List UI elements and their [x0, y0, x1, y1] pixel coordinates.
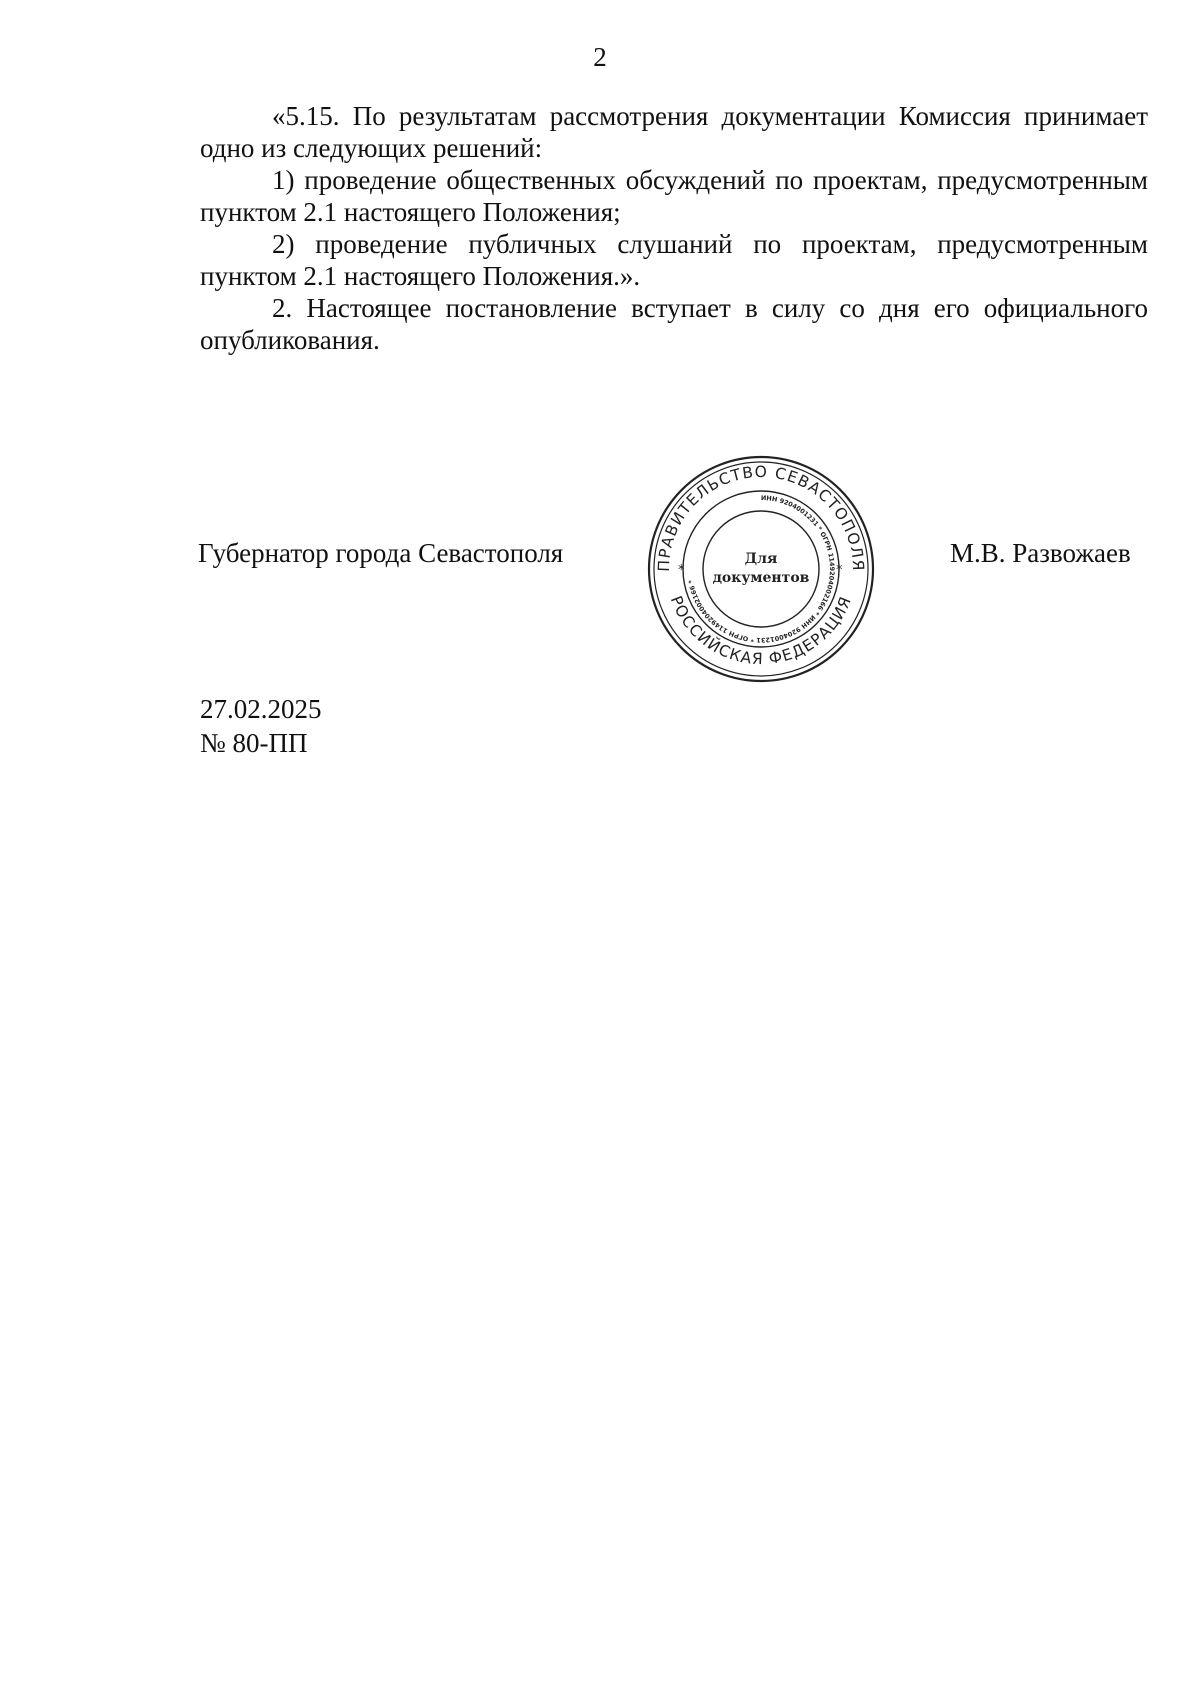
seal-star-left-icon: * — [678, 563, 685, 578]
document-date-block — [200, 692, 322, 760]
page-number: 2 — [593, 42, 607, 72]
official-seal — [644, 452, 878, 686]
seal-top-text: ПРАВИТЕЛЬСТВО СЕВАСТОПОЛЯ — [654, 462, 868, 573]
document-number: № 80-ПП — [200, 728, 308, 758]
seal-center-line1: Для — [744, 551, 778, 567]
paragraph-5-15: «5.15. По результатам рассмотрения документации Комиссия принимает одно из следующих решений: — [200, 101, 1148, 163]
svg-text:ИНН 9204001231 * ОГРН 11492040 — [687, 494, 836, 644]
signatory-name: М.В. Развожаев — [950, 538, 1131, 568]
seal-inner-text: ИНН 9204001231 * ОГРН 1149204002166 * ИНН 9204001231 * ОГРН 1149204002166 * — [686, 493, 836, 645]
document-date: 27.02.2025 — [200, 694, 322, 724]
paragraph-effective-date: 2. Настоящее постановление вступает в силу со дня его официального опубликования. — [200, 293, 1148, 355]
seal-star-right-icon: * — [836, 563, 843, 578]
seal-bottom-text: РОССИЙСКАЯ ФЕДЕРАЦИЯ — [666, 593, 856, 669]
paragraph-item-1: 1) проведение общественных обсуждений по проектам, предусмотренным пунктом 2.1 настоящего Положения; — [200, 165, 1148, 227]
document-body — [200, 100, 1148, 356]
seal-center-line2: документов — [712, 570, 810, 586]
signatory-title: Губернатор города Севастополя — [198, 538, 564, 568]
paragraph-item-2: 2) проведение публичных слушаний по проектам, предусмотренным пунктом 2.1 настоящего Положения.». — [200, 229, 1148, 291]
